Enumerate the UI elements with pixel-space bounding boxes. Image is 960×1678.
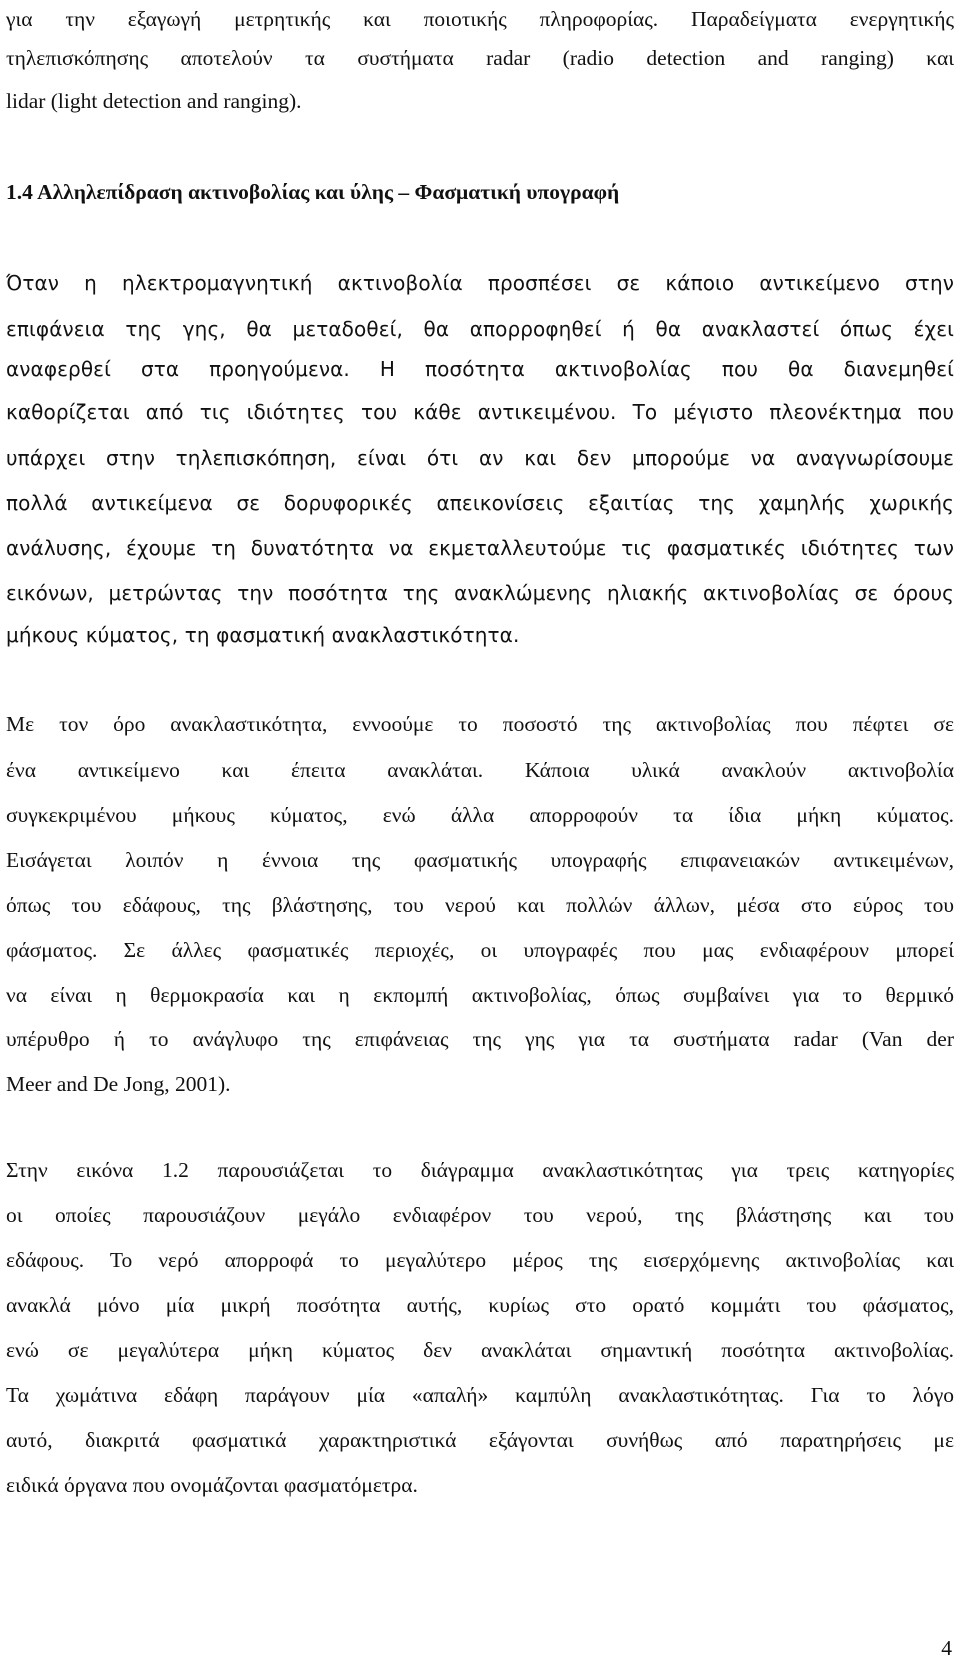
page-number: 4 bbox=[941, 1636, 952, 1660]
paragraph-2-line: Εισάγεται λοιπόν η έννοια της φασματικής υπογραφής επιφανειακών αντικειμένων, bbox=[6, 848, 954, 872]
paragraph-1-line: υπάρχει στην τηλεπισκόπηση, είναι ότι αν και δεν μπορούμε να αναγνωρίσουμε bbox=[6, 446, 954, 470]
paragraph-1-line: πολλά αντικείμενα σε δορυφορικές απεικονίσεις εξαιτίας της χαμηλής χωρικής bbox=[6, 491, 954, 515]
paragraph-3-line: ειδικά όργανα που ονομάζονται φασματόμετρα. bbox=[6, 1473, 418, 1497]
paragraph-1-line: μήκους κύματος, τη φασματική ανακλαστικότητα. bbox=[6, 623, 520, 647]
intro-line: lidar (light detection and ranging). bbox=[6, 89, 302, 113]
paragraph-1-line: Όταν η ηλεκτρομαγνητική ακτινοβολία προσπέσει σε κάποιο αντικείμενο στην bbox=[6, 271, 954, 295]
paragraph-2-line: φάσματος. Σε άλλες φασματικές περιοχές, οι υπογραφές που μας ενδιαφέρουν μπορεί bbox=[6, 938, 954, 962]
paragraph-2-line: συγκεκριμένου μήκους κύματος, ενώ άλλα απορροφούν τα ίδια μήκη κύματος. bbox=[6, 803, 954, 827]
section-heading: 1.4 Αλληλεπίδραση ακτινοβολίας και ύλης – Φασματική υπογραφή bbox=[6, 180, 620, 204]
paragraph-2-line: Meer and De Jong, 2001). bbox=[6, 1072, 231, 1096]
intro-line: για την εξαγωγή μετρητικής και ποιοτικής πληροφορίας. Παραδείγματα ενεργητικής bbox=[6, 7, 954, 31]
paragraph-2-line: Με τον όρο ανακλαστικότητα, εννοούμε το ποσοστό της ακτινοβολίας που πέφτει σε bbox=[6, 712, 954, 736]
paragraph-3-line: οι οποίες παρουσιάζουν μεγάλο ενδιαφέρον του νερού, της βλάστησης και του bbox=[6, 1203, 954, 1227]
paragraph-3-line: αυτό, διακριτά φασματικά χαρακτηριστικά εξάγονται συνήθως από παρατηρήσεις με bbox=[6, 1428, 954, 1452]
paragraph-3-line: εδάφους. Το νερό απορροφά το μεγαλύτερο μέρος της εισερχόμενης ακτινοβολίας και bbox=[6, 1248, 954, 1272]
paragraph-3-line: Τα χωμάτινα εδάφη παράγουν μία «απαλή» καμπύλη ανακλαστικότητας. Για το λόγο bbox=[6, 1383, 954, 1407]
paragraph-1-line: καθορίζεται από τις ιδιότητες του κάθε αντικειμένου. Το μέγιστο πλεονέκτημα που bbox=[6, 400, 954, 424]
paragraph-2-line: να είναι η θερμοκρασία και η εκπομπή ακτινοβολίας, όπως συμβαίνει για το θερμικό bbox=[6, 983, 954, 1007]
paragraph-1-line: ανάλυσης, έχουμε τη δυνατότητα να εκμεταλλευτούμε τις φασματικές ιδιότητες των bbox=[6, 536, 954, 560]
paragraph-1-line: εικόνων, μετρώντας την ποσότητα της ανακλώμενης ηλιακής ακτινοβολίας σε όρους bbox=[6, 581, 954, 605]
paragraph-1-line: αναφερθεί στα προηγούμενα. Η ποσότητα ακτινοβολίας που θα διανεμηθεί bbox=[6, 357, 954, 381]
paragraph-2-line: υπέρυθρο ή το ανάγλυφο της επιφάνειας της γης για τα συστήματα radar (Van der bbox=[6, 1027, 954, 1051]
paragraph-2-line: ένα αντικείμενο και έπειτα ανακλάται. Κάποια υλικά ανακλούν ακτινοβολία bbox=[6, 758, 954, 782]
paragraph-2-line: όπως του εδάφους, της βλάστησης, του νερού και πολλών άλλων, μέσα στο εύρος του bbox=[6, 893, 954, 917]
paragraph-3-line: ενώ σε μεγαλύτερα μήκη κύματος δεν ανακλάται σημαντική ποσότητα ακτινοβολίας. bbox=[6, 1338, 954, 1362]
paragraph-3-line: ανακλά μόνο μία μικρή ποσότητα αυτής, κυρίως στο ορατό κομμάτι του φάσματος, bbox=[6, 1293, 954, 1317]
paragraph-1-line: επιφάνεια της γης, θα μεταδοθεί, θα απορροφηθεί ή θα ανακλαστεί όπως έχει bbox=[6, 317, 954, 341]
paragraph-3-line: Στην εικόνα 1.2 παρουσιάζεται το διάγραμμα ανακλαστικότητας για τρεις κατηγορίες bbox=[6, 1158, 954, 1182]
intro-line: τηλεπισκόπησης αποτελούν τα συστήματα radar (radio detection and ranging) και bbox=[6, 46, 954, 70]
